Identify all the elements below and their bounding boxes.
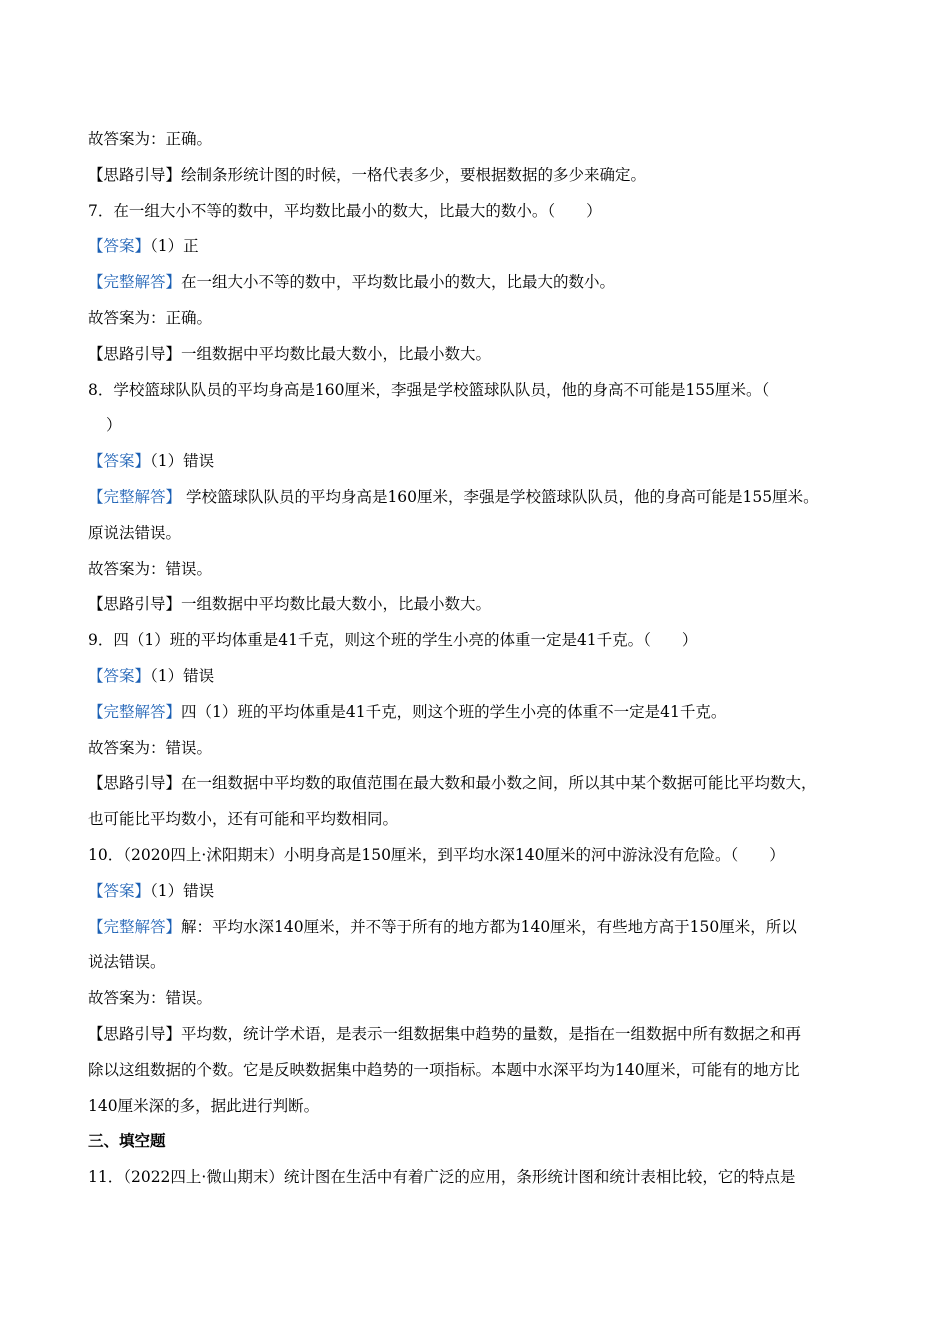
line-text: （1）正 <box>150 237 199 256</box>
text-line <box>88 229 878 265</box>
answer-tag: 【答案】 <box>88 666 151 685</box>
answer-tag: 【完整解答】 <box>88 273 182 292</box>
text-line <box>88 444 878 480</box>
line-text: 故答案为：错误。 <box>88 989 213 1008</box>
line-text: 故答案为：正确。 <box>88 130 213 148</box>
line-text: 【思路引导】平均数，统计学术语，是表示一组数据集中趋势的量数，是指在一组数据中所有数据之和再 <box>88 1024 802 1043</box>
line-text: （1）错误 <box>150 666 215 685</box>
text-line <box>88 265 878 301</box>
text-line <box>88 516 878 552</box>
text-line <box>88 1160 878 1196</box>
line-text: 【思路引导】一组数据中平均数比最大数小，比最小数大。 <box>88 344 492 363</box>
text-line <box>88 659 878 695</box>
answer-tag: 【答案】 <box>88 237 151 256</box>
line-text: 9．四（1）班的平均体重是41千克，则这个班的学生小亮的体重一定是41千克。（ ） <box>88 631 698 650</box>
section-heading <box>88 1124 878 1160</box>
line-text: 【思路引导】绘制条形统计图的时候，一格代表多少，要根据数据的多少来确定。 <box>88 165 647 184</box>
line-text: 故答案为：错误。 <box>88 738 213 757</box>
text-line <box>88 838 878 874</box>
line-text: 四（1）班的平均体重是41千克，则这个班的学生小亮的体重不一定是41千克。 <box>181 702 727 721</box>
text-line <box>88 337 878 373</box>
text-line <box>88 802 878 838</box>
line-text: 8．学校篮球队队员的平均身高是160厘米，李强是学校篮球队队员，他的身高不可能是155厘米。（ <box>88 380 770 399</box>
text-line <box>88 731 878 767</box>
answer-tag: 【答案】 <box>88 452 151 471</box>
text-line <box>88 122 878 158</box>
line-text: 在一组大小不等的数中，平均数比最小的数大，比最大的数小。 <box>181 273 616 292</box>
text-line <box>88 945 878 981</box>
line-text: （1）错误 <box>150 881 215 900</box>
text-line <box>88 1053 878 1089</box>
text-line <box>88 1089 878 1125</box>
text-line <box>88 874 878 910</box>
answer-tag: 【完整解答】 <box>88 702 182 721</box>
line-text: 除以这组数据的个数。它是反映数据集中趋势的一项指标。本题中水深平均为140厘米，可能有的地方比 <box>88 1060 800 1079</box>
line-text: 140厘米深的多，据此进行判断。 <box>88 1096 320 1115</box>
text-line <box>88 480 878 516</box>
answer-tag: 【完整解答】 <box>88 917 182 936</box>
text-line <box>88 408 878 444</box>
line-text: 学校篮球队队员的平均身高是160厘米，李强是学校篮球队队员，他的身高可能是155厘米。 <box>181 487 819 506</box>
line-text: 原说法错误。 <box>88 523 182 542</box>
text-line <box>88 158 878 194</box>
line-text: 说法错误。 <box>88 953 166 972</box>
line-text: 【思路引导】一组数据中平均数比最大数小，比最小数大。 <box>88 595 492 614</box>
text-line <box>88 910 878 946</box>
line-text: 11．（2022四上·微山期末）统计图在生活中有着广泛的应用，条形统计图和统计表相比较，它的特点是 <box>88 1168 796 1187</box>
text-line <box>88 981 878 1017</box>
answer-tag: 【答案】 <box>88 881 151 900</box>
line-text: 三、填空题 <box>88 1132 166 1151</box>
document-body <box>88 122 878 1196</box>
line-text: 10．（2020四上·沭阳期末）小明身高是150厘米，到平均水深140厘米的河中游泳没有危险。（ ） <box>88 845 785 864</box>
text-line <box>88 766 878 802</box>
text-line <box>88 373 878 409</box>
answer-tag: 【完整解答】 <box>88 487 182 506</box>
text-line <box>88 552 878 588</box>
line-text: ） <box>106 416 122 435</box>
line-text: 也可能比平均数小，还有可能和平均数相同。 <box>88 810 399 829</box>
line-text: （1）错误 <box>150 452 215 471</box>
text-line <box>88 194 878 230</box>
text-line <box>88 301 878 337</box>
text-line <box>88 587 878 623</box>
line-text: 故答案为：正确。 <box>88 308 213 327</box>
line-text: 解：平均水深140厘米，并不等于所有的地方都为140厘米，有些地方高于150厘米，所以 <box>181 917 797 936</box>
text-line <box>88 623 878 659</box>
line-text: 故答案为：错误。 <box>88 559 213 578</box>
line-text: 【思路引导】在一组数据中平均数的取值范围在最大数和最小数之间，所以其中某个数据可能比平均数大， <box>88 774 817 793</box>
line-text: 7．在一组大小不等的数中，平均数比最小的数大，比最大的数小。（ ） <box>88 201 602 220</box>
text-line <box>88 1017 878 1053</box>
text-line <box>88 695 878 731</box>
